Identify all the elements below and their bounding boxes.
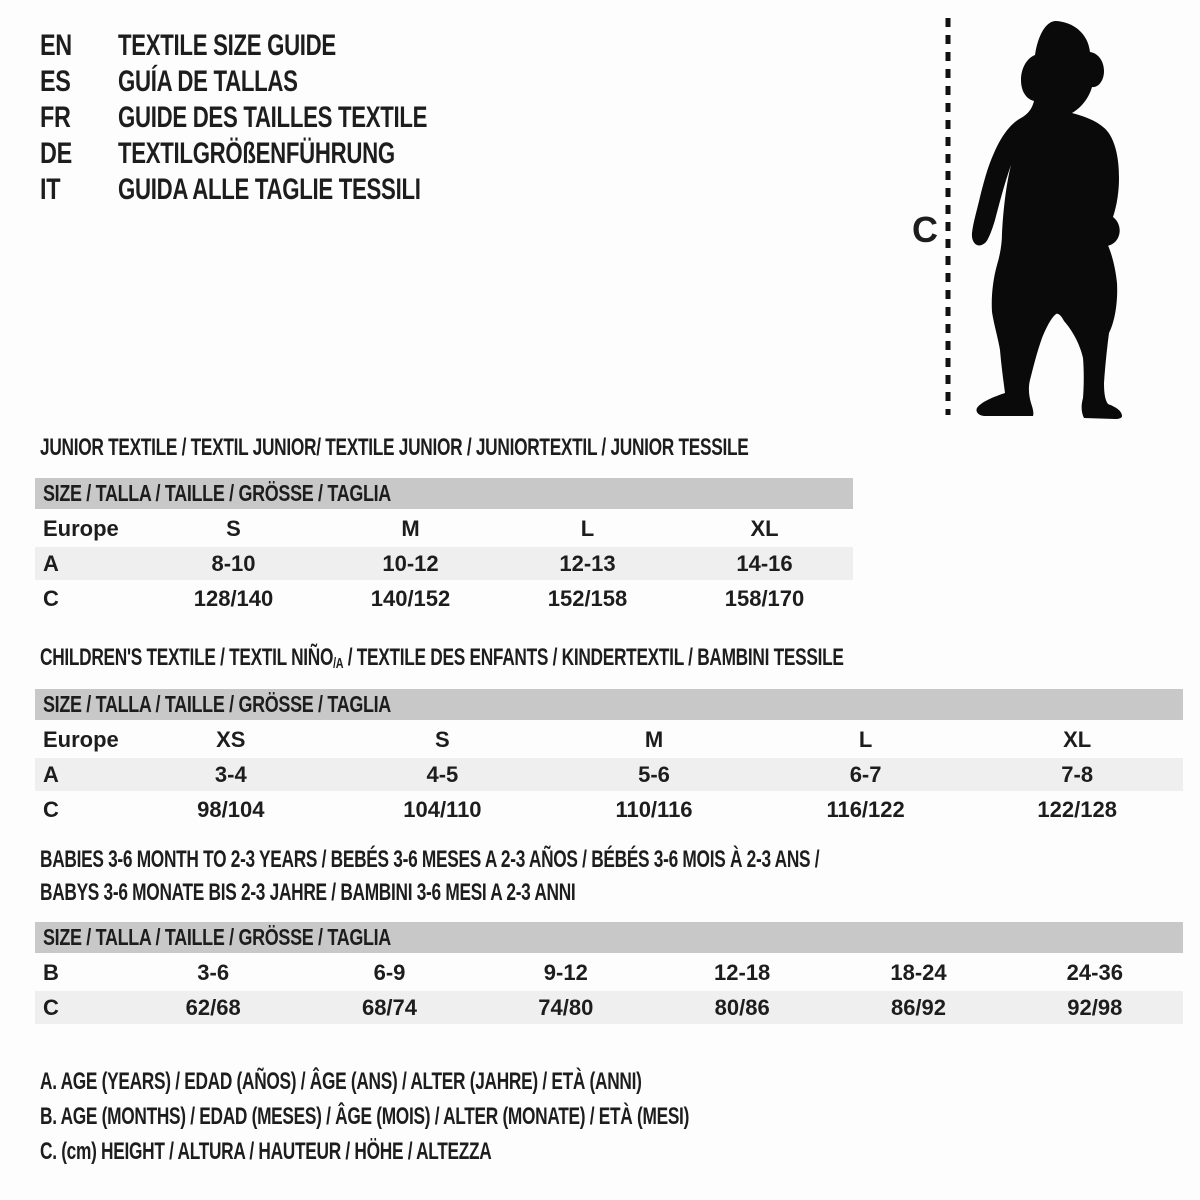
- baby-silhouette-graphic: [908, 10, 1148, 424]
- row-label: C: [43, 585, 59, 611]
- value-cell: 62/68: [185, 994, 241, 1020]
- table-row-age-months: [35, 956, 1183, 989]
- table-row-height: [35, 793, 1183, 826]
- value-cell: 4-5: [426, 761, 459, 787]
- language-title: GUÍA DE TALLAS: [118, 65, 298, 98]
- region-cell: Europe: [43, 515, 119, 541]
- language-row-it: [40, 172, 536, 208]
- value-cell: 158/170: [724, 585, 805, 611]
- size-cell: S: [435, 726, 450, 752]
- legend-line-b: [40, 1099, 941, 1134]
- size-header-bar: [35, 478, 853, 509]
- row-label: B: [43, 959, 59, 985]
- value-cell: 6-7: [849, 761, 882, 787]
- language-row-fr: [40, 100, 536, 136]
- size-header-label: SIZE / TALLA / TAILLE / GRÖSSE / TAGLIA: [43, 480, 391, 506]
- value-cell: 92/98: [1067, 994, 1123, 1020]
- value-cell: 140/152: [370, 585, 451, 611]
- size-cell: XS: [216, 726, 246, 752]
- value-cell: 116/122: [826, 796, 905, 822]
- value-cell: 68/74: [361, 994, 418, 1020]
- baby-height-figure: [908, 10, 1148, 424]
- value-cell: 98/104: [197, 796, 265, 822]
- value-cell: 152/158: [547, 585, 628, 611]
- value-cell: 6-9: [373, 959, 406, 985]
- table-row-height: [35, 991, 1183, 1024]
- language-row-en: [40, 28, 536, 64]
- value-cell: 12-13: [559, 550, 616, 576]
- junior-section-title: [40, 433, 1024, 463]
- table-row-height: [35, 582, 853, 615]
- size-header-label: SIZE / TALLA / TAILLE / GRÖSSE / TAGLIA: [43, 924, 391, 950]
- value-cell: 14-16: [736, 550, 793, 576]
- value-cell: 80/86: [714, 994, 770, 1020]
- table-row-age: [35, 547, 853, 580]
- language-title: TEXTILE SIZE GUIDE: [118, 29, 336, 62]
- children-title-sub: /A: [333, 655, 344, 672]
- children-title-pre: CHILDREN'S TEXTILE / TEXTIL NIÑO: [40, 644, 334, 671]
- value-cell: 8-10: [211, 550, 256, 576]
- size-cell: M: [644, 726, 664, 752]
- value-cell: 86/92: [890, 994, 947, 1020]
- babies-title-line2-text: BABYS 3-6 MONATE BIS 2-3 JAHRE / BAMBINI 3-6 MESI A 2-3 ANNI: [40, 879, 576, 906]
- language-row-es: [40, 64, 536, 100]
- junior-section-title-text: JUNIOR TEXTILE / TEXTIL JUNIOR/ TEXTILE JUNIOR / JUNIORTEXTIL / JUNIOR TESSILE: [40, 434, 749, 461]
- table-row-region: [35, 512, 853, 545]
- language-title: TEXTILGRÖßENFÜHRUNG: [118, 137, 395, 170]
- measurement-legend: [40, 1064, 941, 1169]
- value-cell: 18-24: [890, 959, 947, 985]
- value-cell: 5-6: [638, 761, 670, 787]
- children-section-title: [40, 643, 1156, 676]
- children-title-post: / TEXTILE DES ENFANTS / KINDERTEXTIL / BAMBINI TESSILE: [343, 644, 844, 671]
- size-cell: L: [580, 515, 595, 541]
- babies-section-title: [40, 843, 1122, 909]
- value-cell: 12-18: [714, 959, 771, 985]
- language-code: ES: [40, 65, 71, 98]
- babies-size-table: [35, 922, 1183, 1026]
- language-row-de: [40, 136, 536, 172]
- legend-line-a: [40, 1064, 941, 1099]
- children-size-table: [35, 689, 1183, 826]
- value-cell: 74/80: [538, 994, 594, 1020]
- row-label: A: [43, 550, 59, 576]
- size-cell: XL: [1063, 726, 1092, 752]
- legend-line-c: [40, 1134, 941, 1169]
- language-code: IT: [40, 173, 61, 206]
- language-title: GUIDA ALLE TAGLIE TESSILI: [118, 173, 421, 206]
- size-header-bar: [35, 689, 1183, 720]
- baby-silhouette-icon: [972, 21, 1122, 419]
- value-cell: 3-4: [214, 761, 247, 787]
- value-cell: 10-12: [382, 550, 439, 576]
- language-title: GUIDE DES TAILLES TEXTILE: [118, 101, 428, 134]
- table-row-region: [35, 723, 1183, 756]
- size-cell: M: [401, 515, 420, 541]
- legend-line-b-text: B. AGE (MONTHS) / EDAD (MESES) / ÂGE (MOIS) / ALTER (MONATE) / ETÀ (MESI): [40, 1103, 690, 1130]
- size-cell: S: [226, 515, 241, 541]
- babies-title-line2: [40, 876, 1122, 909]
- value-cell: 3-6: [197, 959, 230, 985]
- value-cell: 110/116: [615, 796, 693, 822]
- size-cell: XL: [750, 515, 779, 541]
- babies-title-line1-text: BABIES 3-6 MONTH TO 2-3 YEARS / BEBÉS 3-6 MESES A 2-3 AÑOS / BÉBÉS 3-6 MOIS À 2-3 ANS /: [40, 846, 820, 873]
- legend-line-a-text: A. AGE (YEARS) / EDAD (AÑOS) / ÂGE (ANS) / ALTER (JAHRE) / ETÀ (ANNI): [40, 1068, 642, 1095]
- height-marker-label: C: [912, 209, 938, 250]
- value-cell: 128/140: [193, 585, 274, 611]
- value-cell: 122/128: [1037, 796, 1117, 822]
- language-code: EN: [40, 29, 72, 62]
- junior-size-table: [35, 478, 853, 615]
- size-cell: L: [858, 726, 873, 752]
- size-header-label: SIZE / TALLA / TAILLE / GRÖSSE / TAGLIA: [43, 691, 391, 717]
- language-list: [40, 28, 536, 208]
- value-cell: 104/110: [403, 796, 482, 822]
- region-cell: Europe: [43, 726, 119, 752]
- row-label: A: [43, 761, 59, 787]
- size-header-bar: [35, 922, 1183, 953]
- babies-title-line1: [40, 843, 1122, 876]
- table-row-age: [35, 758, 1183, 791]
- row-label: C: [43, 994, 59, 1020]
- row-label: C: [43, 796, 59, 822]
- value-cell: 24-36: [1066, 959, 1123, 985]
- language-code: FR: [40, 101, 71, 134]
- language-code: DE: [40, 137, 72, 170]
- children-section-title-text: [40, 643, 844, 676]
- value-cell: 9-12: [543, 959, 588, 985]
- legend-line-c-text: C. (cm) HEIGHT / ALTURA / HAUTEUR / HÖHE / ALTEZZA: [40, 1138, 492, 1165]
- value-cell: 7-8: [1061, 761, 1094, 787]
